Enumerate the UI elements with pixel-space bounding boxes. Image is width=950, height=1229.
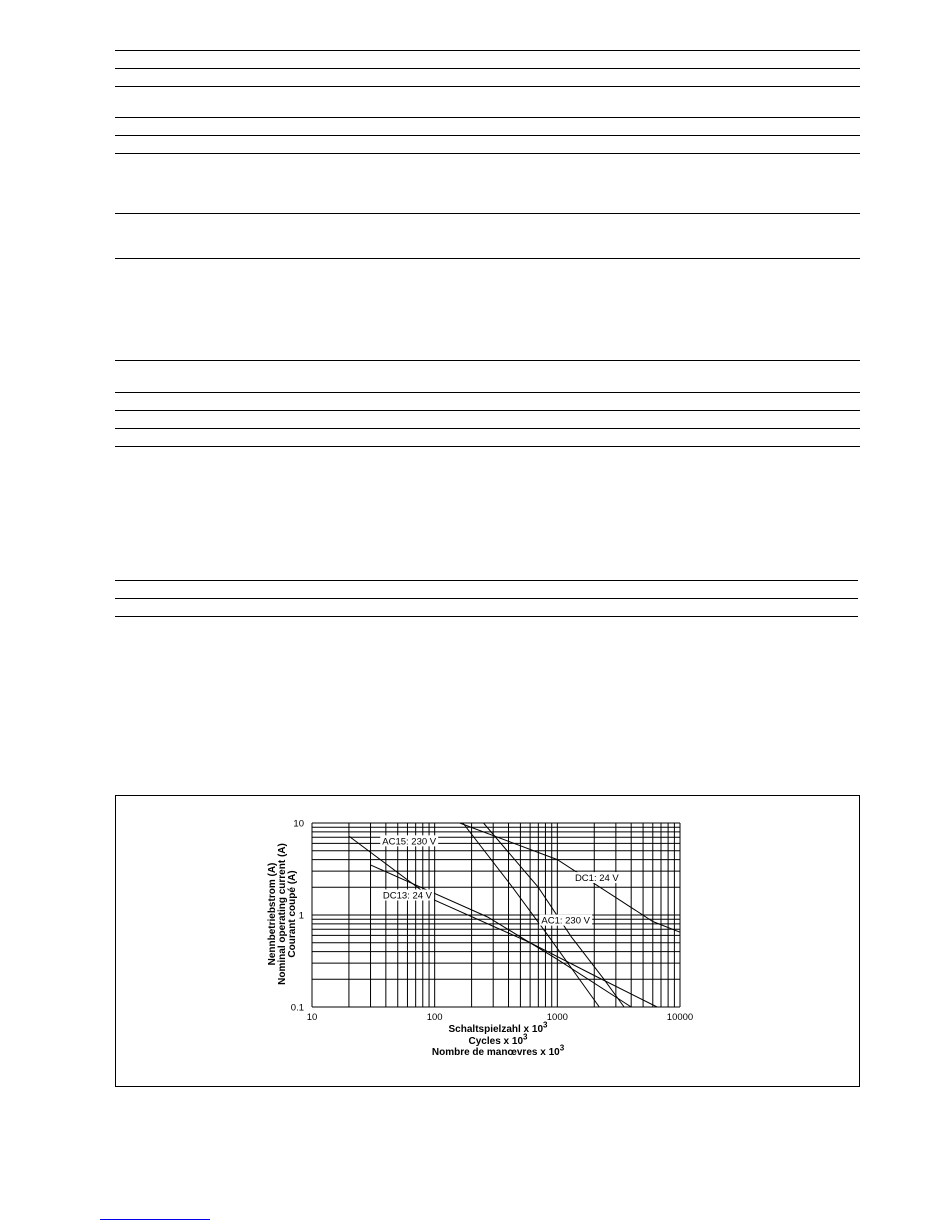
x-tick-label: 10 [306, 1012, 318, 1023]
x-axis-exponent: 3 [543, 1020, 548, 1030]
y-axis-label-line: Courant coupé (A) [287, 870, 298, 958]
series-annotation: AC1: 230 V [541, 915, 590, 927]
footer-link-underline[interactable] [100, 1219, 210, 1220]
y-tick-label: 10 [293, 818, 304, 830]
x-tick-label: 1000 [546, 1012, 568, 1023]
series-annotation: AC15: 230 V [382, 836, 437, 848]
x-axis-label-line: Schaltspielzahl x $10^3$ [448, 1020, 548, 1035]
x-axis-exponent: 3 [523, 1032, 528, 1042]
y-axis-label-line: Nominal operating current (A) [277, 843, 288, 985]
y-tick-label: 1 [298, 910, 304, 922]
x-tick-label: 100 [426, 1012, 443, 1023]
y-tick-label: 0.1 [290, 1002, 304, 1014]
x-axis-label-line: Nombre de manœvres x $10^3$ [431, 1043, 565, 1058]
series-line [349, 836, 657, 1007]
y-axis-label-line: Nennbetriebstrom (A) [267, 862, 278, 966]
x-axis-label-line: Cycles x $10^3$ [468, 1032, 528, 1047]
series-annotation: DC13: 24 V [382, 890, 433, 902]
x-axis-exponent: 3 [559, 1043, 565, 1053]
x-tick-label: 10000 [666, 1012, 694, 1023]
series-annotation: DC1: 24 V [574, 873, 619, 885]
series-line [371, 865, 632, 1007]
